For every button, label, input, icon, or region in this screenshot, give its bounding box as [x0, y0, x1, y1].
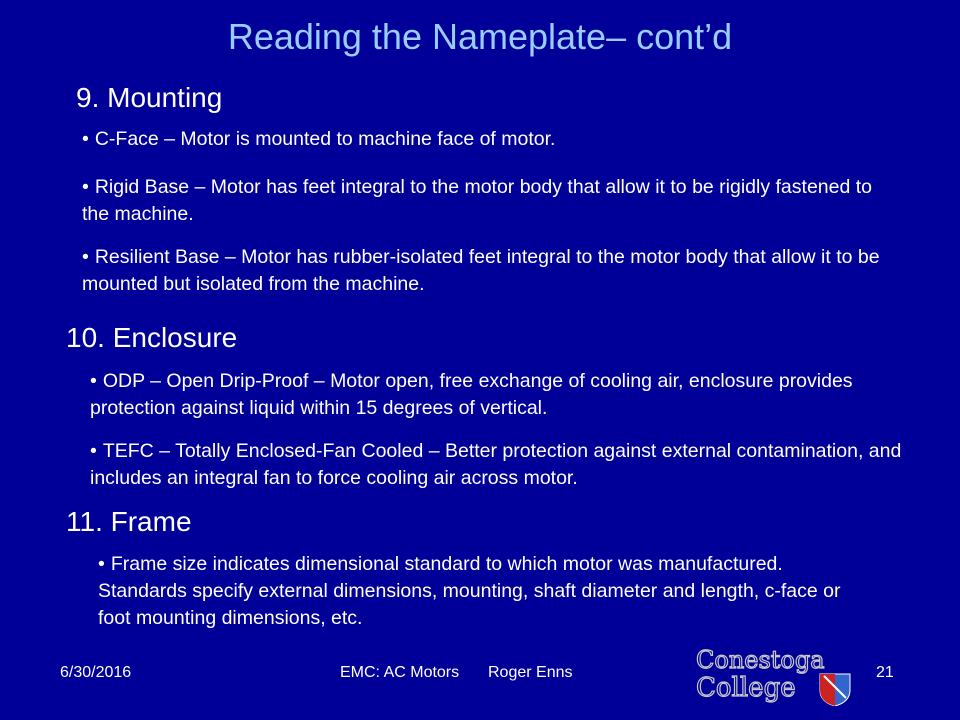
- shield-icon: [820, 674, 850, 706]
- footer-course: EMC: AC Motors: [340, 664, 460, 681]
- bullet-text: C-Face – Motor is mounted to machine face of motor.: [94, 128, 556, 150]
- bullet-rigid-base: [82, 174, 882, 228]
- bullet-dot: •: [82, 128, 89, 150]
- bullet-odp: [90, 368, 900, 422]
- heading-frame: 11. Frame: [66, 506, 192, 537]
- bullet-resilient-base: [82, 244, 882, 298]
- bullet-tefc: [90, 438, 910, 492]
- footer-author: Roger Enns: [488, 664, 573, 681]
- bullet-text: Resilient Base – Motor has rubber-isolated feet integral to the motor body that allow it to be mounted but isolated from the machine.: [82, 246, 880, 295]
- bullet-dot: •: [90, 370, 97, 392]
- heading-mounting: 9. Mounting: [76, 82, 223, 113]
- bullet-text: TEFC – Totally Enclosed-Fan Cooled – Better protection against external contamination, and includes an integral fan to force cooling air across motor.: [90, 440, 902, 489]
- logo-line1: Conestoga: [696, 646, 825, 674]
- bullet-text: Frame size indicates dimensional standard to which motor was manufactured. Standards specify external dimensions, mounting, shaft diameter and length, c-face or foot mounting dimensions, etc.: [98, 553, 841, 629]
- heading-enclosure: 10. Enclosure: [66, 322, 238, 353]
- bullet-dot: •: [82, 246, 89, 268]
- logo-line2: College: [696, 673, 796, 703]
- conestoga-college-logo: [694, 644, 856, 706]
- bullet-text: ODP – Open Drip-Proof – Motor open, free exchange of cooling air, enclosure provides protection against liquid within 15 degrees of vertical.: [90, 370, 853, 419]
- footer-date: 6/30/2016: [60, 664, 132, 681]
- bullet-text: Rigid Base – Motor has feet integral to the motor body that allow it to be rigidly fastened to the machine.: [82, 176, 873, 225]
- slide-title: Reading the Nameplate– cont’d: [227, 16, 733, 57]
- bullet-c-face: [82, 126, 882, 153]
- footer-page-number: 21: [876, 664, 894, 681]
- bullet-frame-size: [98, 551, 868, 632]
- bullet-dot: •: [98, 553, 105, 575]
- bullet-dot: •: [82, 176, 89, 198]
- bullet-dot: •: [90, 440, 97, 462]
